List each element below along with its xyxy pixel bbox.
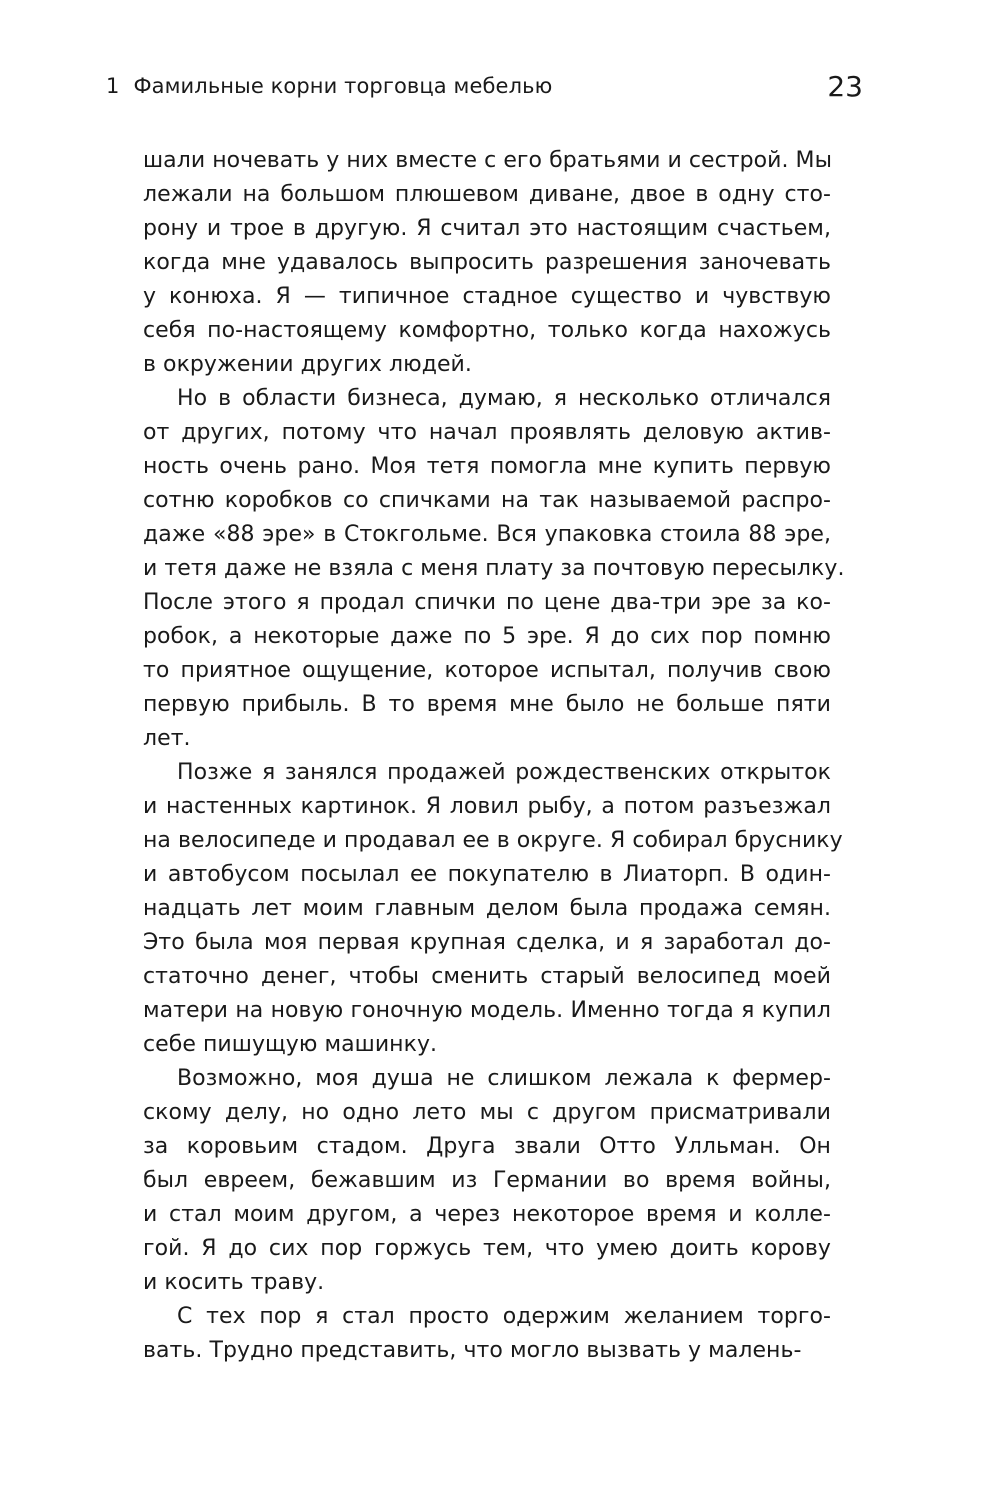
text-line: матери на новую гоночную модель. Именно тогда я купил (143, 998, 831, 1023)
text-line: первую прибыль. В то время мне было не больше пяти (143, 692, 831, 717)
text-line: С тех пор я стал просто одержим желанием торго- (177, 1304, 831, 1329)
text-line: статочно денег, чтобы сменить старый велосипед моей (143, 964, 831, 989)
text-line: лет. (143, 726, 191, 751)
paragraph (143, 382, 845, 756)
paragraph (143, 1300, 831, 1368)
text-line: даже «88 эре» в Стокгольме. Вся упаковка стоила 88 эре, (143, 522, 831, 547)
text-line: сотню коробков со спичками на так называемой распро- (143, 488, 831, 513)
text-line: был евреем, бежавшим из Германии во время войны, (143, 1168, 831, 1193)
text-line: у конюха. Я — типичное стадное существо и чувствую (143, 284, 831, 309)
text-line: то приятное ощущение, которое испытал, получив свою (143, 658, 831, 683)
text-line: лежали на большом плюшевом диване, двое в одну сто- (143, 182, 831, 207)
text-line: и автобусом посылал ее покупателю в Лиаторп. В один- (143, 862, 831, 887)
paragraph (143, 144, 831, 382)
paragraph (143, 756, 843, 1062)
text-line: надцать лет моим главным делом была продажа семян. (143, 896, 831, 921)
running-head (106, 66, 863, 106)
text-line: ность очень рано. Моя тетя помогла мне купить первую (143, 454, 831, 479)
text-line: робок, а некоторые даже по 5 эре. Я до сих пор помню (143, 624, 831, 649)
text-line: и стал моим другом, а через некоторое время и колле- (143, 1202, 831, 1227)
text-line: себе пишущую машинку. (143, 1032, 438, 1057)
text-line: Это была моя первая крупная сделка, и я заработал до- (143, 930, 831, 955)
paragraph (143, 1062, 831, 1300)
text-line: скому делу, но одно лето мы с другом присматривали (143, 1100, 831, 1125)
text-line: в окружении других людей. (143, 352, 472, 377)
chapter-number: 1 (106, 74, 120, 98)
text-line: После этого я продал спички по цене два-три эре за ко- (143, 590, 831, 615)
text-line: шали ночевать у них вместе с его братьями и сестрой. Мы (143, 148, 833, 173)
page-number: 23 (827, 69, 863, 103)
chapter-title: Фамильные корни торговца мебелью (133, 74, 553, 98)
text-line: от других, потому что начал проявлять деловую актив- (143, 420, 831, 445)
text-line: себя по-настоящему комфортно, только когда нахожусь (143, 318, 831, 343)
text-line: когда мне удавалось выпросить разрешения заночевать (143, 250, 831, 275)
text-line: вать. Трудно представить, что могло вызвать у малень- (143, 1338, 802, 1363)
text-line: и тетя даже не взяла с меня плату за почтовую пересылку. (143, 556, 845, 581)
text-line: гой. Я до сих пор горжусь тем, что умею доить корову (143, 1236, 831, 1261)
text-line: и косить траву. (143, 1270, 325, 1295)
body-text (143, 144, 845, 1368)
text-line: Возможно, моя душа не слишком лежала к фермер- (177, 1066, 831, 1091)
text-line: и настенных картинок. Я ловил рыбу, а потом разъезжал (143, 794, 831, 819)
text-line: на велосипеде и продавал ее в округе. Я собирал бруснику (143, 828, 843, 853)
text-line: Позже я занялся продажей рождественских открыток (177, 760, 831, 785)
chapter-heading (106, 74, 552, 98)
text-line: за коровьим стадом. Друга звали Отто Улльман. Он (143, 1134, 831, 1159)
text-line: Но в области бизнеса, думаю, я несколько отличался (177, 386, 831, 411)
text-line: рону и трое в другую. Я считал это настоящим счастьем, (143, 216, 831, 241)
